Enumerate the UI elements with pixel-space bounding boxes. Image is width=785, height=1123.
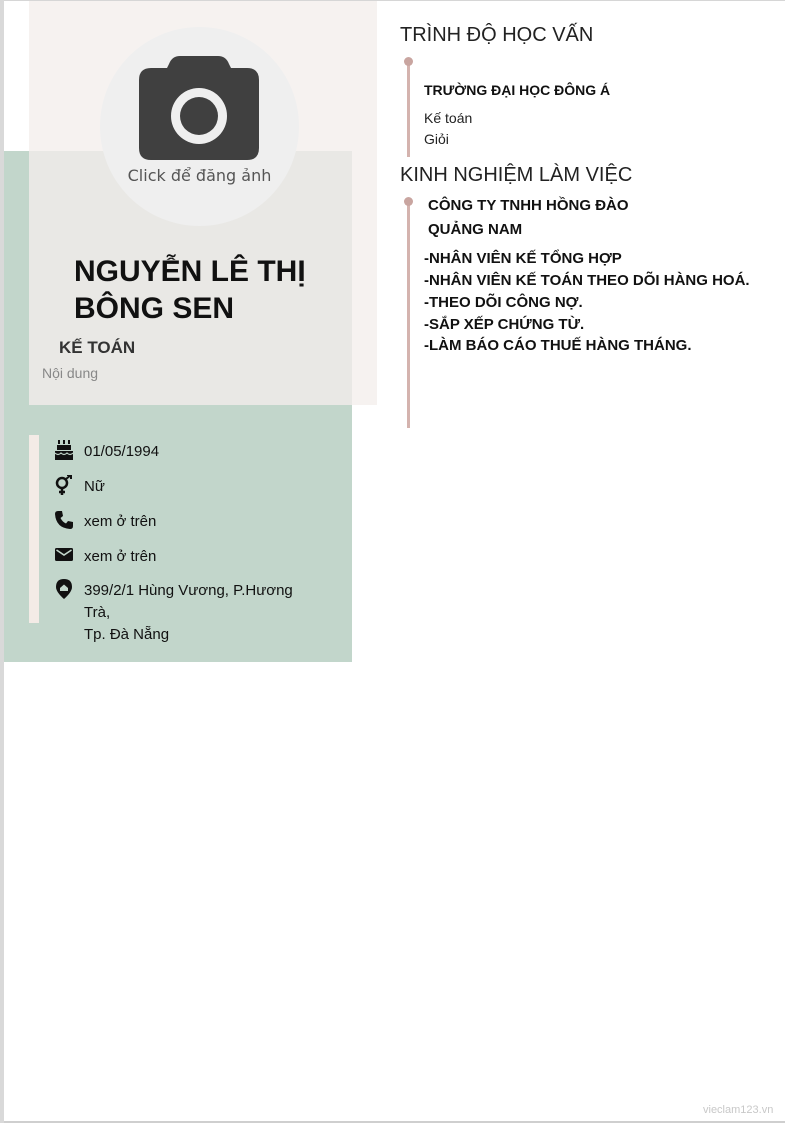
address-line-2: Tp. Đà Nẵng [84,626,170,643]
full-name-line-2: BÔNG SEN [74,292,235,325]
contact-birthday-text: 01/05/1994 [84,443,160,460]
experience-heading: KINH NGHIỆM LÀM VIỆC [400,164,633,186]
avatar-caption: Click để đăng ảnh [127,166,272,185]
email-icon [54,545,74,565]
experience-duty: -THEO DÕI CÔNG NỢ. [424,294,583,311]
job-description: Nội dung [42,365,99,381]
full-name [74,253,344,327]
contact-accent-bar [29,435,39,623]
experience-company-line-2: QUẢNG NAM [428,221,523,238]
experience-timeline-dot [404,197,413,206]
education-heading: TRÌNH ĐỘ HỌC VẤN [400,24,594,46]
avatar-upload[interactable] [100,27,299,226]
phone-icon [54,510,74,530]
camera-icon [139,56,259,160]
experience-duty: -LÀM BÁO CÁO THUẾ HÀNG THÁNG. [424,337,692,354]
contact-gender-text: Nữ [84,478,105,495]
education-timeline-dot [404,57,413,66]
experience-duty: -SẮP XẾP CHỨNG TỪ. [424,316,585,333]
birthday-cake-icon [54,440,74,460]
experience-timeline [407,200,410,428]
full-name-line-1: NGUYỄN LÊ THỊ [74,255,306,288]
contact-email-text: xem ở trên [84,548,157,565]
education-major: Kế toán [424,110,473,126]
education-grade: Giỏi [424,131,449,147]
experience-duty: -NHÂN VIÊN KẾ TỔNG HỢP [424,250,622,267]
contact-phone-text: xem ở trên [84,513,157,530]
experience-company-line-1: CÔNG TY TNHH HỒNG ĐÀO [428,197,629,214]
job-title: KẾ TOÁN [59,338,136,357]
contact-address-text [84,580,320,646]
watermark: vieclam123.vn [703,1104,774,1116]
address-line-1: 399/2/1 Hùng Vương, P.Hương Trà, [84,582,293,621]
education-timeline [407,61,410,157]
education-school: TRƯỜNG ĐẠI HỌC ĐÔNG Á [424,82,611,98]
location-pin-icon [54,579,74,599]
gender-icon [54,475,74,495]
experience-duty: -NHÂN VIÊN KẾ TOÁN THEO DÕI HÀNG HOÁ. [424,272,750,289]
